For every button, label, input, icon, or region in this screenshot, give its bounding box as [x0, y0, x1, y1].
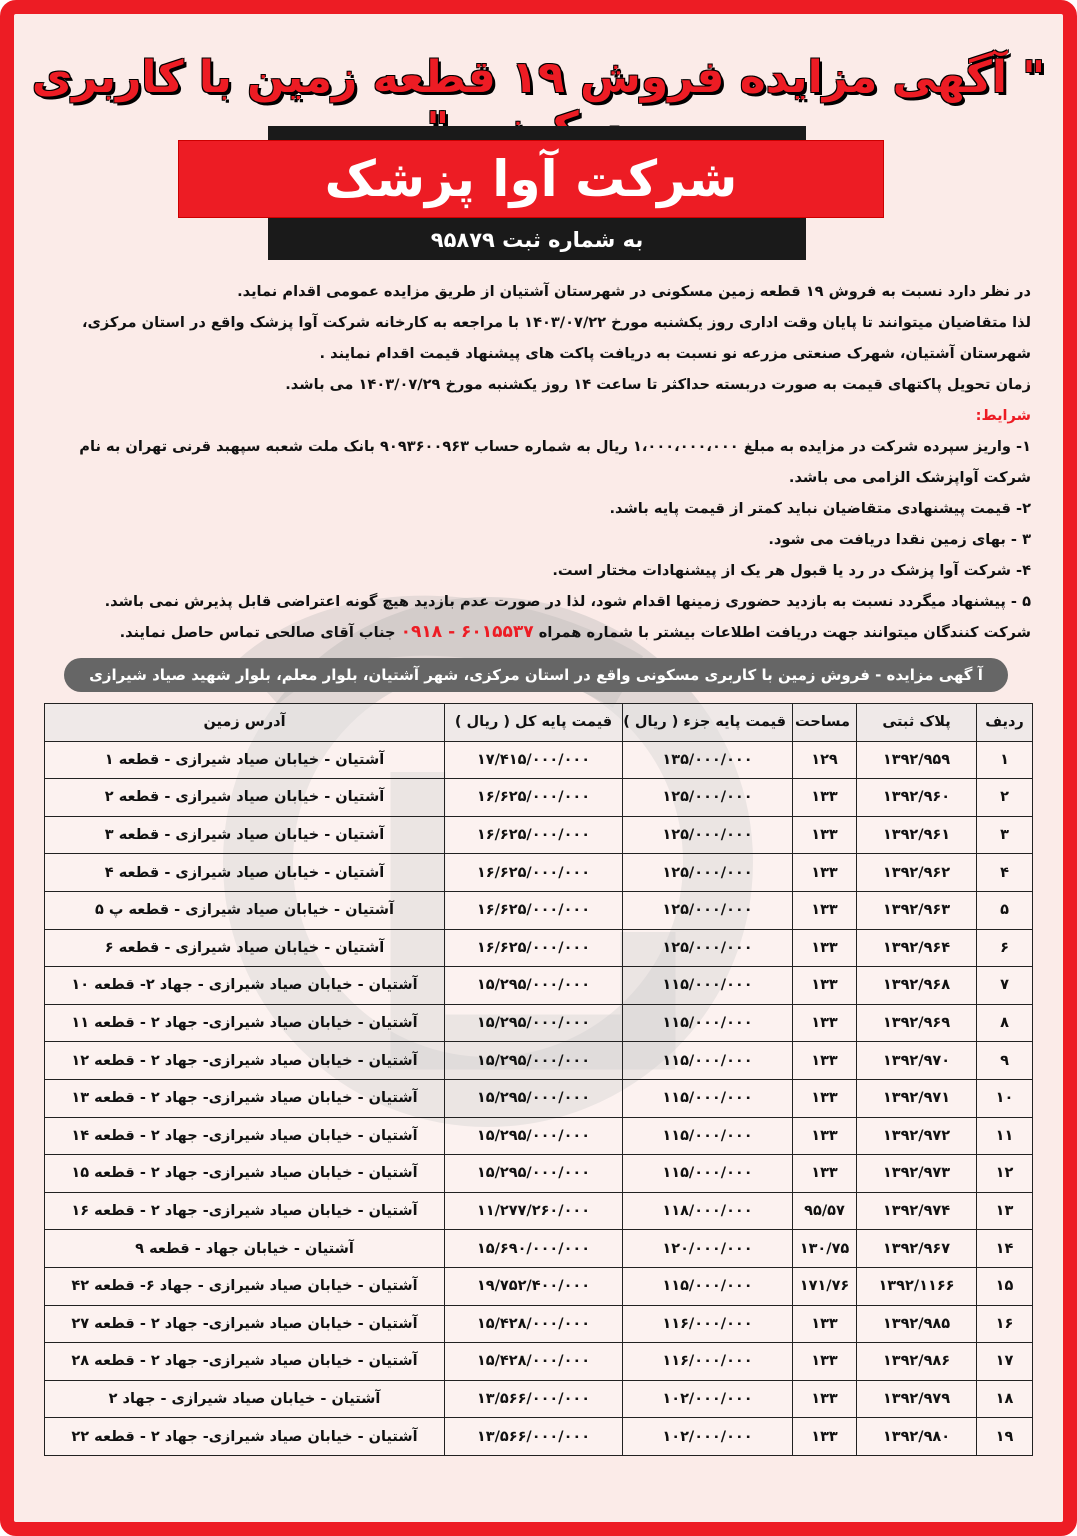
condition-5: ۵ - پیشنهاد میگردد نسبت به بازدید حضوری زمینها اقدام شود، لذا در صورت عدم بازدید هیچ گونه اعتراضی قابل پذیرش نمی باشد. [104, 593, 1031, 610]
cell-unit-price: ۱۲۵/۰۰۰/۰۰۰ [623, 929, 793, 967]
cell-plate: ۱۳۹۲/۹۶۸ [857, 967, 977, 1005]
table-row [45, 1117, 1033, 1155]
table-row [45, 854, 1033, 892]
cell-plate: ۱۳۹۲/۹۷۱ [857, 1079, 977, 1117]
cell-address: آشتیان - خیابان صیاد شیرازی- جهاد ۲ - قطعه ۱۳ [45, 1079, 445, 1117]
cell-unit-price: ۱۱۶/۰۰۰/۰۰۰ [623, 1305, 793, 1343]
cell-area: ۱۳۳ [793, 1305, 857, 1343]
cell-plate: ۱۳۹۲/۹۷۳ [857, 1155, 977, 1193]
cell-area: ۱۳۳ [793, 1079, 857, 1117]
cell-row: ۱۱ [977, 1117, 1033, 1155]
company-name: شرکت آوا پزشک [178, 140, 884, 218]
cell-area: ۱۳۳ [793, 1418, 857, 1456]
cell-address: آشتیان - خیابان صیاد شیرازی - قطعه ۳ [45, 816, 445, 854]
cell-area: ۱۲۹ [793, 741, 857, 779]
header-total-price: قیمت پایه کل ( ریال ) [445, 704, 623, 742]
cell-total-price: ۱۵/۲۹۵/۰۰۰/۰۰۰ [445, 1117, 623, 1155]
cell-row: ۱۹ [977, 1418, 1033, 1456]
cell-plate: ۱۳۹۲/۹۶۰ [857, 779, 977, 817]
cell-area: ۱۷۱/۷۶ [793, 1267, 857, 1305]
cell-plate: ۱۳۹۲/۹۶۴ [857, 929, 977, 967]
cell-unit-price: ۱۳۵/۰۰۰/۰۰۰ [623, 741, 793, 779]
cell-unit-price: ۱۲۵/۰۰۰/۰۰۰ [623, 779, 793, 817]
cell-address: آشتیان - خیابان صیاد شیرازی - قطعه ۴ [45, 854, 445, 892]
table-body [45, 741, 1033, 1455]
cell-row: ۱۸ [977, 1380, 1033, 1418]
cell-plate: ۱۳۹۲/۹۶۲ [857, 854, 977, 892]
cell-row: ۸ [977, 1004, 1033, 1042]
cell-unit-price: ۱۱۵/۰۰۰/۰۰۰ [623, 1155, 793, 1193]
table-row [45, 816, 1033, 854]
cell-total-price: ۱۹/۷۵۲/۴۰۰/۰۰۰ [445, 1267, 623, 1305]
cell-address: آشتیان - خیابان صیاد شیرازی- جهاد ۲ - قطعه ۲۲ [45, 1418, 445, 1456]
cell-plate: ۱۳۹۲/۹۷۴ [857, 1192, 977, 1230]
cell-address: آشتیان - خیابان صیاد شیرازی - قطعه پ ۵ [45, 891, 445, 929]
table-banner: آ گهی مزایده - فروش زمین با کاربری مسکونی واقع در استان مرکزی، شهر آشتیان، بلوار معلم، بلوار شهید صیاد شیرازی [64, 658, 1008, 692]
cell-address: آشتیان - خیابان صیاد شیرازی- جهاد ۲ - قطعه ۱۴ [45, 1117, 445, 1155]
cell-row: ۳ [977, 816, 1033, 854]
cell-unit-price: ۱۲۵/۰۰۰/۰۰۰ [623, 816, 793, 854]
cell-total-price: ۱۵/۲۹۵/۰۰۰/۰۰۰ [445, 1079, 623, 1117]
cell-row: ۷ [977, 967, 1033, 1005]
cell-area: ۱۳۳ [793, 1155, 857, 1193]
cell-unit-price: ۱۱۶/۰۰۰/۰۰۰ [623, 1343, 793, 1381]
cell-total-price: ۱۶/۶۲۵/۰۰۰/۰۰۰ [445, 816, 623, 854]
cell-address: آشتیان - خیابان صیاد شیرازی - قطعه ۲ [45, 779, 445, 817]
header-plate: پلاک ثبتی [857, 704, 977, 742]
cell-area: ۱۳۳ [793, 1380, 857, 1418]
cell-total-price: ۱۵/۲۹۵/۰۰۰/۰۰۰ [445, 1004, 623, 1042]
condition-1: ۱- واریز سپرده شرکت در مزایده به مبلغ ۱،۰۰۰،۰۰۰،۰۰۰ ریال به شماره حساب ۹۰۹۳۶۰۰۹۶۳ بانک ملت شعبه سپهبد قرنی تهران به نام شرکت آواپزشک الزامی می باشد. [79, 438, 1031, 486]
condition-2: ۲- قیمت پیشنهادی متقاضیان نباید کمتر از قیمت پایه باشد. [609, 500, 1031, 517]
cell-plate: ۱۳۹۲/۹۷۹ [857, 1380, 977, 1418]
table-row [45, 1305, 1033, 1343]
cell-row: ۱۷ [977, 1343, 1033, 1381]
cell-address: آشتیان - خیابان صیاد شیرازی- جهاد ۲ - قطعه ۲۸ [45, 1343, 445, 1381]
cell-row: ۱ [977, 741, 1033, 779]
cell-area: ۱۳۳ [793, 1343, 857, 1381]
cell-total-price: ۱۶/۶۲۵/۰۰۰/۰۰۰ [445, 854, 623, 892]
cell-total-price: ۱۶/۶۲۵/۰۰۰/۰۰۰ [445, 891, 623, 929]
cell-row: ۶ [977, 929, 1033, 967]
table-row [45, 967, 1033, 1005]
cell-unit-price: ۱۱۵/۰۰۰/۰۰۰ [623, 1079, 793, 1117]
table-row [45, 1192, 1033, 1230]
cell-total-price: ۱۵/۲۹۵/۰۰۰/۰۰۰ [445, 1042, 623, 1080]
table-row [45, 741, 1033, 779]
cell-total-price: ۱۵/۴۲۸/۰۰۰/۰۰۰ [445, 1343, 623, 1381]
cell-total-price: ۱۳/۵۶۶/۰۰۰/۰۰۰ [445, 1380, 623, 1418]
cell-area: ۱۳۳ [793, 967, 857, 1005]
cell-plate: ۱۳۹۲/۹۶۹ [857, 1004, 977, 1042]
cell-area: ۱۳۳ [793, 1042, 857, 1080]
condition-4: ۴- شرکت آوا پزشک در رد یا قبول هر یک از پیشنهادات مختار است. [552, 562, 1031, 579]
cell-unit-price: ۱۲۵/۰۰۰/۰۰۰ [623, 891, 793, 929]
cell-area: ۱۳۳ [793, 1004, 857, 1042]
cell-plate: ۱۳۹۲/۹۵۹ [857, 741, 977, 779]
cell-row: ۱۶ [977, 1305, 1033, 1343]
cell-address: آشتیان - خیابان صیاد شیرازی- جهاد ۲ - قطعه ۱۱ [45, 1004, 445, 1042]
cell-area: ۱۳۳ [793, 854, 857, 892]
cell-area: ۱۳۳ [793, 1117, 857, 1155]
cell-address: آشتیان - خیابان صیاد شیرازی - قطعه ۶ [45, 929, 445, 967]
registration-number: به شماره ثبت ۹۵۸۷۹ [430, 228, 644, 252]
cell-row: ۹ [977, 1042, 1033, 1080]
cell-unit-price: ۱۱۵/۰۰۰/۰۰۰ [623, 967, 793, 1005]
cell-row: ۱۵ [977, 1267, 1033, 1305]
cell-total-price: ۱۳/۵۶۶/۰۰۰/۰۰۰ [445, 1418, 623, 1456]
cell-unit-price: ۱۰۲/۰۰۰/۰۰۰ [623, 1380, 793, 1418]
cell-unit-price: ۱۱۸/۰۰۰/۰۰۰ [623, 1192, 793, 1230]
lots-table [44, 703, 1033, 1456]
cell-unit-price: ۱۰۲/۰۰۰/۰۰۰ [623, 1418, 793, 1456]
cell-unit-price: ۱۲۰/۰۰۰/۰۰۰ [623, 1230, 793, 1268]
cell-plate: ۱۳۹۲/۹۷۰ [857, 1042, 977, 1080]
intro-line-1: در نظر دارد نسبت به فروش ۱۹ قطعه زمین مسکونی در شهرستان آشتیان از طریق مزایده عمومی اقدام نماید. [237, 283, 1031, 300]
table-row [45, 1267, 1033, 1305]
header-row-number: ردیف [977, 704, 1033, 742]
table-row [45, 1155, 1033, 1193]
cell-total-price: ۱۶/۶۲۵/۰۰۰/۰۰۰ [445, 779, 623, 817]
cell-address: آشتیان - خیابان صیاد شیرازی - جهاد ۲ [45, 1380, 445, 1418]
table-row [45, 1230, 1033, 1268]
table-row [45, 1004, 1033, 1042]
cell-plate: ۱۳۹۲/۹۸۶ [857, 1343, 977, 1381]
cell-plate: ۱۳۹۲/۹۷۲ [857, 1117, 977, 1155]
contact-line [46, 617, 1031, 648]
table-row [45, 779, 1033, 817]
cell-row: ۵ [977, 891, 1033, 929]
intro-line-3: زمان تحویل پاکتهای قیمت به صورت دربسته حداکثر تا ساعت ۱۴ روز یکشنبه مورخ ۱۴۰۳/۰۷/۲۹ می باشد. [285, 376, 1031, 393]
cell-total-price: ۱۵/۶۹۰/۰۰۰/۰۰۰ [445, 1230, 623, 1268]
cell-area: ۱۳۳ [793, 929, 857, 967]
cell-row: ۱۳ [977, 1192, 1033, 1230]
cell-address: آشتیان - خیابان صیاد شیرازی- جهاد ۲ - قطعه ۱۲ [45, 1042, 445, 1080]
table-row [45, 1418, 1033, 1456]
cell-area: ۱۳۰/۷۵ [793, 1230, 857, 1268]
cell-total-price: ۱۷/۴۱۵/۰۰۰/۰۰۰ [445, 741, 623, 779]
cell-area: ۱۳۳ [793, 779, 857, 817]
header-unit-price: قیمت پایه جزء ( ریال ) [623, 704, 793, 742]
cell-unit-price: ۱۲۵/۰۰۰/۰۰۰ [623, 854, 793, 892]
table-header-row [45, 704, 1033, 742]
cell-address: آشتیان - خیابان صیاد شیرازی- جهاد ۲ - قطعه ۱۵ [45, 1155, 445, 1193]
condition-3: ۳ - بهای زمین نقدا دریافت می شود. [768, 531, 1031, 548]
conditions-title: شرایط: [975, 407, 1031, 424]
cell-row: ۴ [977, 854, 1033, 892]
cell-area: ۱۳۳ [793, 891, 857, 929]
cell-unit-price: ۱۱۵/۰۰۰/۰۰۰ [623, 1042, 793, 1080]
cell-row: ۱۰ [977, 1079, 1033, 1117]
contact-prefix: شرکت کنندگان میتوانند جهت دریافت اطلاعات بیشتر با شماره همراه [538, 624, 1031, 641]
cell-unit-price: ۱۱۵/۰۰۰/۰۰۰ [623, 1117, 793, 1155]
cell-total-price: ۱۵/۴۲۸/۰۰۰/۰۰۰ [445, 1305, 623, 1343]
cell-address: آشتیان - خیابان صیاد شیرازی - قطعه ۱ [45, 741, 445, 779]
cell-plate: ۱۳۹۲/۹۶۷ [857, 1230, 977, 1268]
cell-plate: ۱۳۹۲/۱۱۶۶ [857, 1267, 977, 1305]
contact-suffix: جناب آقای صالحی تماس حاصل نمایند. [119, 624, 396, 641]
table-row [45, 891, 1033, 929]
cell-unit-price: ۱۱۵/۰۰۰/۰۰۰ [623, 1267, 793, 1305]
table-row [45, 929, 1033, 967]
cell-plate: ۱۳۹۲/۹۸۰ [857, 1418, 977, 1456]
cell-address: آشتیان - خیابان صیاد شیرازی - جهاد ۲- قطعه ۱۰ [45, 967, 445, 1005]
cell-total-price: ۱۵/۲۹۵/۰۰۰/۰۰۰ [445, 967, 623, 1005]
cell-unit-price: ۱۱۵/۰۰۰/۰۰۰ [623, 1004, 793, 1042]
cell-row: ۱۴ [977, 1230, 1033, 1268]
cell-row: ۱۲ [977, 1155, 1033, 1193]
contact-phone: ۰۹۱۸ - ۶۰۱۵۵۳۷ [400, 622, 534, 642]
table-row [45, 1042, 1033, 1080]
header-address: آدرس زمین [45, 704, 445, 742]
cell-plate: ۱۳۹۲/۹۸۵ [857, 1305, 977, 1343]
cell-total-price: ۱۱/۲۷۷/۲۶۰/۰۰۰ [445, 1192, 623, 1230]
cell-total-price: ۱۵/۲۹۵/۰۰۰/۰۰۰ [445, 1155, 623, 1193]
cell-row: ۲ [977, 779, 1033, 817]
header-area: مساحت [793, 704, 857, 742]
cell-plate: ۱۳۹۲/۹۶۱ [857, 816, 977, 854]
ad-body [46, 276, 1031, 648]
intro-line-2: لذا متقاضیان میتوانند تا پایان وقت اداری روز یکشنبه مورخ ۱۴۰۳/۰۷/۲۲ با مراجعه به کارخانه شرکت آوا پزشک واقع در استان مرکزی، شهرستان آشتیان، شهرک صنعتی مزرعه نو نسبت به دریافت پاکت های پیشنهاد قیمت اقدام نمایند . [81, 314, 1031, 362]
cell-address: آشتیان - خیابان صیاد شیرازی - جهاد ۶- قطعه ۴۲ [45, 1267, 445, 1305]
headline: " آگهی مزایده فروش ۱۹ قطعه زمین با کاربری [31, 52, 1046, 103]
cell-area: ۹۵/۵۷ [793, 1192, 857, 1230]
cell-area: ۱۳۳ [793, 816, 857, 854]
cell-address: آشتیان - خیابان صیاد شیرازی- جهاد ۲ - قطعه ۱۶ [45, 1192, 445, 1230]
cell-address: آشتیان - خیابان جهاد - قطعه ۹ [45, 1230, 445, 1268]
cell-plate: ۱۳۹۲/۹۶۳ [857, 891, 977, 929]
cell-address: آشتیان - خیابان صیاد شیرازی- جهاد ۲ - قطعه ۲۷ [45, 1305, 445, 1343]
cell-total-price: ۱۶/۶۲۵/۰۰۰/۰۰۰ [445, 929, 623, 967]
table-row [45, 1343, 1033, 1381]
table-row [45, 1079, 1033, 1117]
table-row [45, 1380, 1033, 1418]
